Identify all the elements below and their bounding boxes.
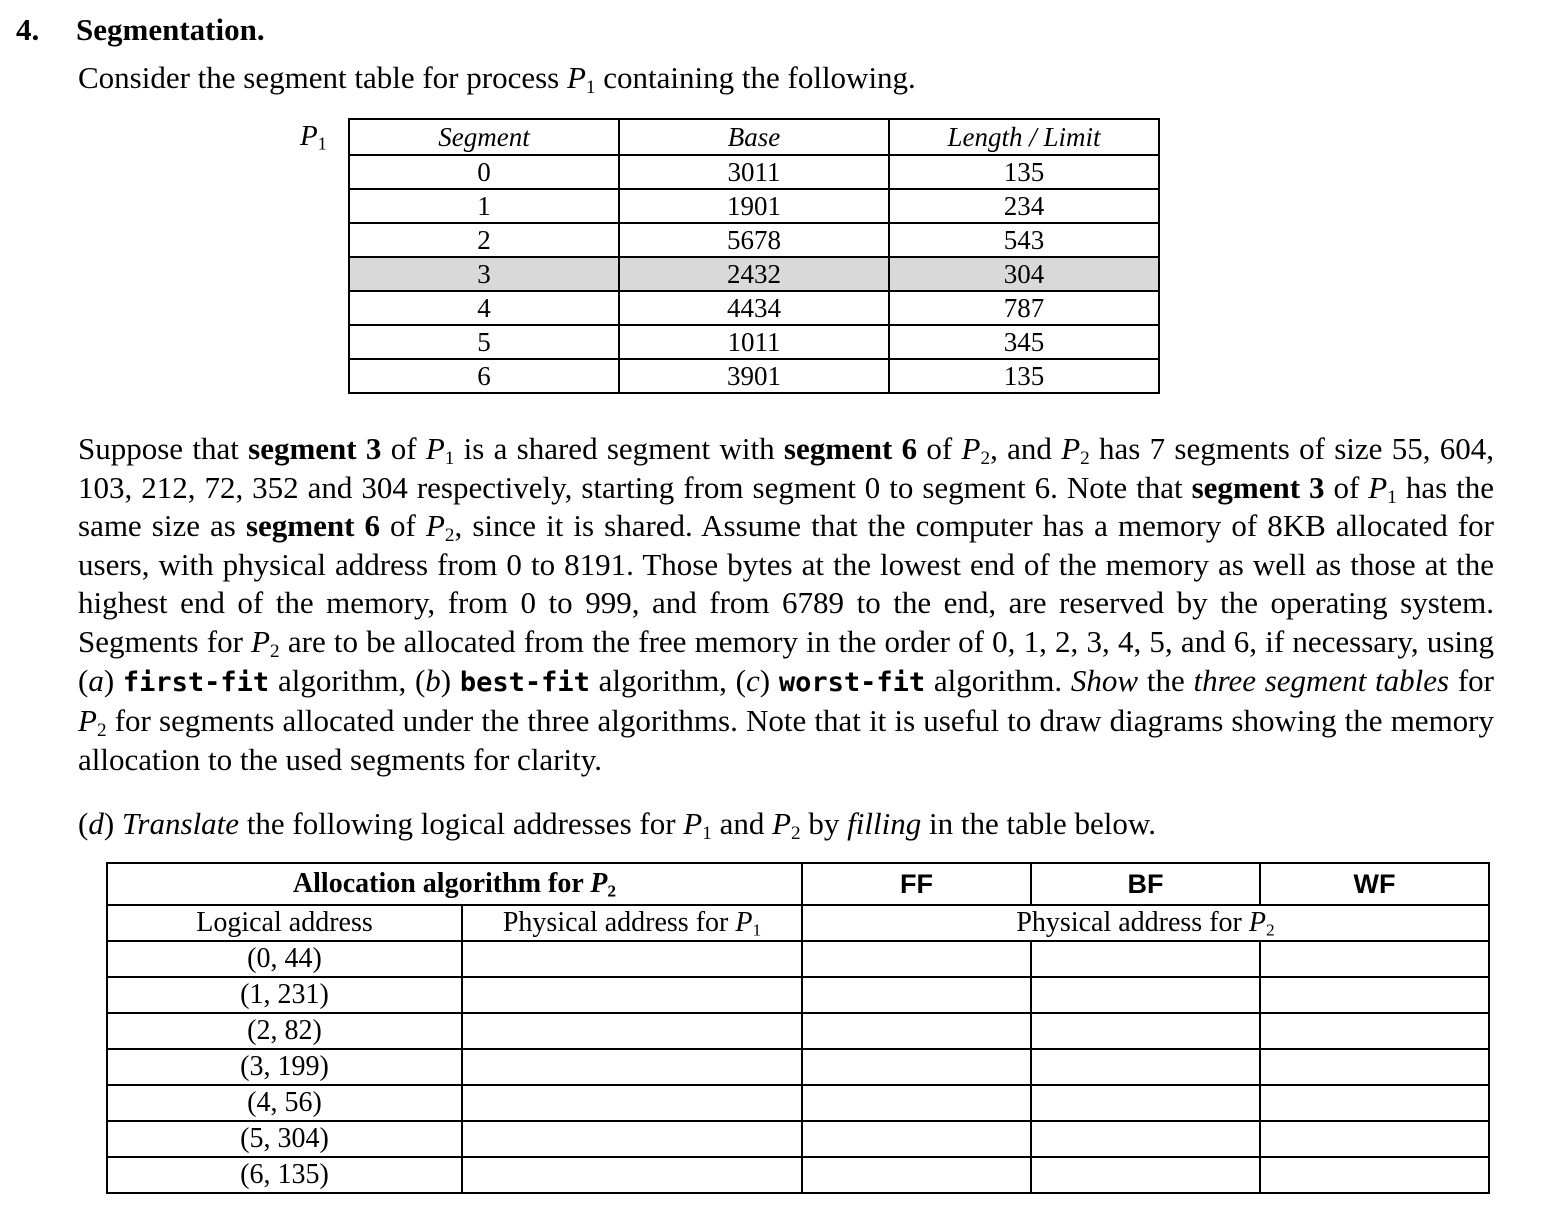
bf-physical-cell[interactable] [1031, 1013, 1260, 1049]
base-cell: 3901 [619, 359, 889, 393]
logical-address-cell: (2, 82) [107, 1013, 462, 1049]
question-heading [16, 12, 265, 48]
bf-physical-cell[interactable] [1031, 1085, 1260, 1121]
best-fit-term: best-fit [459, 666, 590, 698]
wf-physical-cell[interactable] [1260, 977, 1489, 1013]
limit-cell: 787 [889, 291, 1159, 325]
segment-row [349, 325, 1159, 359]
ff-physical-cell[interactable] [802, 941, 1031, 977]
segment-row [349, 291, 1159, 325]
limit-cell: 345 [889, 325, 1159, 359]
part-d-instruction: (d) Translate the following logical addresses for $P_1$ and $P_2$ by filling in the table below. [78, 806, 1156, 844]
header-limit: Length / Limit [889, 119, 1159, 155]
segment-cell: 4 [349, 291, 619, 325]
header-base: Base [619, 119, 889, 155]
ff-physical-cell[interactable] [802, 1157, 1031, 1193]
p1-physical-cell[interactable] [462, 1049, 802, 1085]
question-number: 4. [16, 12, 40, 47]
translation-row [107, 1049, 1489, 1085]
limit-cell: 135 [889, 359, 1159, 393]
ff-physical-cell[interactable] [802, 1085, 1031, 1121]
algorithm-bf: BF [1031, 863, 1260, 905]
ff-physical-cell[interactable] [802, 1049, 1031, 1085]
logical-address-cell: (1, 231) [107, 977, 462, 1013]
limit-cell: 234 [889, 189, 1159, 223]
segment-cell: 5 [349, 325, 619, 359]
bf-physical-cell[interactable] [1031, 1049, 1260, 1085]
segment-row [349, 223, 1159, 257]
logical-address-cell: (3, 199) [107, 1049, 462, 1085]
algorithm-label: Allocation algorithm for $P_2$ [107, 863, 802, 905]
wf-physical-cell[interactable] [1260, 1121, 1489, 1157]
segment-cell: 3 [349, 257, 619, 291]
logical-address-cell: (6, 135) [107, 1157, 462, 1193]
col-physical-p1: Physical address for $P_1$ [462, 905, 802, 941]
limit-cell: 543 [889, 223, 1159, 257]
p1-physical-cell[interactable] [462, 941, 802, 977]
segment-table [348, 118, 1160, 394]
base-cell: 4434 [619, 291, 889, 325]
p1-physical-cell[interactable] [462, 1085, 802, 1121]
col-logical-address: Logical address [107, 905, 462, 941]
translation-row [107, 1013, 1489, 1049]
limit-cell: 135 [889, 155, 1159, 189]
question-title: Segmentation. [76, 12, 265, 47]
wf-physical-cell[interactable] [1260, 941, 1489, 977]
segment-cell: 1 [349, 189, 619, 223]
algorithm-row [107, 863, 1489, 905]
bf-physical-cell[interactable] [1031, 1157, 1260, 1193]
base-cell: 1011 [619, 325, 889, 359]
problem-paragraph: Suppose that segment 3 of $P_1$ is a shared segment with segment 6 of $P_2$, and $P_2$ has 7 segments of size 55, 604, 103, 212, 72, 352 and 304 respectively, starting from segment 0 to segment 6. Note that segment 3 of $P_1$ has the same size as segment 6 of $P_2$, since it is shared. Assume that the computer has a memory of 8KB allocated for users, with physical address from 0 to 8191. Those bytes at the lowest end of the memory as well as those at the highest end of the memory, from 0 to 999, and from 6789 to the end, are reserved by the operating system. Segments for $P_2$ are to be allocated from the free memory in the order of 0, 1, 2, 3, 4, 5, and 6, if necessary, using (a) first-fit algorithm, (b) best-fit algorithm, (c) worst-fit algorithm. Show the three segment tables for $P_2$ for segments allocated under the three algorithms. Note that it is useful to draw diagrams showing the memory allocation to the used segments for clarity. [78, 431, 1494, 777]
process-label: $P_1$ [300, 120, 327, 154]
header-segment: Segment [349, 119, 619, 155]
logical-address-cell: (4, 56) [107, 1085, 462, 1121]
worst-fit-term: worst-fit [778, 666, 926, 698]
p1-physical-cell[interactable] [462, 1157, 802, 1193]
intro-text: Consider the segment table for process $P_1$ containing the following. [78, 60, 916, 98]
p1-physical-cell[interactable] [462, 1121, 802, 1157]
translation-row [107, 1085, 1489, 1121]
wf-physical-cell[interactable] [1260, 1085, 1489, 1121]
algorithm-ff: FF [802, 863, 1031, 905]
translation-row [107, 977, 1489, 1013]
algorithm-wf: WF [1260, 863, 1489, 905]
segment-row [349, 155, 1159, 189]
segment-row [349, 359, 1159, 393]
wf-physical-cell[interactable] [1260, 1049, 1489, 1085]
logical-address-cell: (0, 44) [107, 941, 462, 977]
base-cell: 3011 [619, 155, 889, 189]
logical-address-cell: (5, 304) [107, 1121, 462, 1157]
base-cell: 2432 [619, 257, 889, 291]
segment-cell: 0 [349, 155, 619, 189]
translation-row [107, 1121, 1489, 1157]
ff-physical-cell[interactable] [802, 1121, 1031, 1157]
wf-physical-cell[interactable] [1260, 1157, 1489, 1193]
bf-physical-cell[interactable] [1031, 977, 1260, 1013]
column-header-row [107, 905, 1489, 941]
translation-row [107, 941, 1489, 977]
segment-row [349, 189, 1159, 223]
base-cell: 5678 [619, 223, 889, 257]
base-cell: 1901 [619, 189, 889, 223]
p1-physical-cell[interactable] [462, 977, 802, 1013]
p1-physical-cell[interactable] [462, 1013, 802, 1049]
translation-table [106, 862, 1490, 1194]
segment-cell: 6 [349, 359, 619, 393]
bf-physical-cell[interactable] [1031, 941, 1260, 977]
segment-row [349, 257, 1159, 291]
segment-table-header [349, 119, 1159, 155]
ff-physical-cell[interactable] [802, 1013, 1031, 1049]
ff-physical-cell[interactable] [802, 977, 1031, 1013]
translation-row [107, 1157, 1489, 1193]
wf-physical-cell[interactable] [1260, 1013, 1489, 1049]
segment-cell: 2 [349, 223, 619, 257]
first-fit-term: first-fit [122, 666, 270, 698]
col-physical-p2: Physical address for $P_2$ [802, 905, 1489, 941]
limit-cell: 304 [889, 257, 1159, 291]
bf-physical-cell[interactable] [1031, 1121, 1260, 1157]
